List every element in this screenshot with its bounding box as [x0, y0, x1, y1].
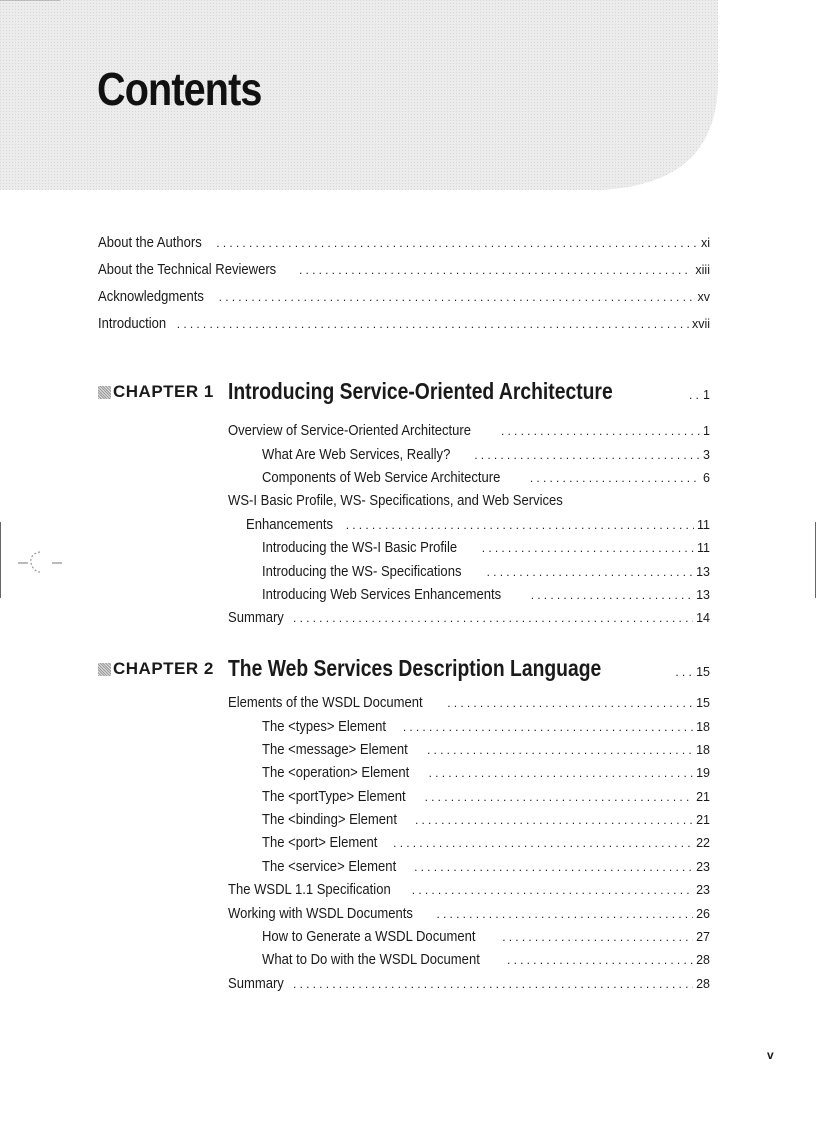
dot-leader	[436, 905, 693, 923]
toc-entry-page: 28	[696, 977, 710, 991]
chapter-page: 15	[696, 665, 710, 679]
toc-entry-title: Summary	[228, 976, 284, 992]
toc-entry-page: xv	[697, 290, 710, 304]
toc-entry[interactable]	[228, 492, 710, 510]
toc-entry-page: 27	[696, 930, 710, 944]
chapter-label-text: CHAPTER 2	[113, 659, 214, 678]
toc-entry-page: 13	[696, 588, 710, 602]
page-title: Contents	[97, 63, 262, 115]
toc-entry-page: 6	[703, 471, 710, 485]
toc-entry-page: xi	[700, 236, 710, 250]
toc-entry-page: 3	[703, 448, 710, 462]
toc-entry-title: The <service> Element	[262, 859, 397, 875]
toc-entry[interactable]	[98, 315, 710, 333]
chapter-marker-icon	[98, 663, 111, 676]
toc-entry-page: 21	[696, 813, 710, 827]
dot-leader	[414, 858, 693, 876]
toc-entry[interactable]	[262, 951, 710, 969]
top-rule	[0, 0, 60, 1]
toc-entry-page: xvii	[691, 317, 710, 331]
dot-leader	[507, 951, 693, 969]
toc-entry-title: About the Technical Reviewers	[98, 262, 277, 278]
dot-leader	[487, 563, 693, 581]
toc-entry-page: 15	[696, 696, 710, 710]
chapter-label	[98, 659, 214, 679]
dot-leader	[427, 741, 693, 759]
toc-entry-title: The <port> Element	[262, 835, 378, 851]
dot-leader	[393, 834, 693, 852]
toc-entry-page: 22	[696, 836, 710, 850]
chapter-title: The Web Services Description Language	[228, 655, 602, 681]
toc-entry[interactable]	[246, 516, 710, 534]
registration-mark-icon	[18, 548, 62, 578]
chapter-title-entry[interactable]	[228, 655, 710, 681]
toc-entry[interactable]	[262, 586, 710, 604]
toc-entry[interactable]	[262, 469, 710, 487]
toc-entry-page: 23	[696, 860, 710, 874]
dot-leader	[293, 975, 693, 993]
toc-entry-page: 19	[696, 766, 710, 780]
toc-entry-title: Enhancements	[246, 517, 334, 533]
dot-leader	[502, 928, 693, 946]
dot-leader	[425, 788, 694, 806]
toc-entry-title: What Are Web Services, Really?	[262, 447, 451, 463]
toc-entry-title: Summary	[228, 610, 284, 626]
toc-entry-title: The <message> Element	[262, 742, 408, 758]
chapter-marker-icon	[98, 386, 111, 399]
chapter-page: 1	[703, 388, 710, 402]
toc-entry-title: Introducing the WS- Specifications	[262, 564, 462, 580]
toc-entry[interactable]	[262, 718, 710, 736]
dot-leader	[675, 665, 693, 679]
toc-entry[interactable]	[262, 563, 710, 581]
toc-entry-page: 1	[703, 424, 710, 438]
page-number: v	[767, 1048, 774, 1062]
dot-leader	[689, 388, 700, 402]
dot-leader	[177, 315, 689, 333]
toc-entry[interactable]	[98, 288, 710, 306]
dot-leader	[530, 469, 700, 487]
toc-entry-page: 18	[696, 720, 710, 734]
toc-entry[interactable]	[262, 788, 710, 806]
toc-entry-title: Elements of the WSDL Document	[228, 695, 423, 711]
toc-entry[interactable]	[262, 764, 710, 782]
dot-leader	[531, 586, 693, 604]
toc-entry[interactable]	[262, 741, 710, 759]
toc-entry-page: 21	[696, 790, 710, 804]
toc-entry[interactable]	[228, 422, 710, 440]
toc-entry-title: What to Do with the WSDL Document	[262, 952, 480, 968]
toc-entry[interactable]	[262, 928, 710, 946]
chapter-label	[98, 382, 214, 402]
toc-entry[interactable]	[262, 539, 710, 557]
toc-entry-title: Components of Web Service Architecture	[262, 470, 501, 486]
toc-entry-title: The <binding> Element	[262, 812, 397, 828]
toc-entry-page: 23	[696, 883, 710, 897]
trim-line-left	[0, 522, 1, 598]
toc-entry[interactable]	[262, 811, 710, 829]
toc-entry[interactable]	[228, 905, 710, 923]
toc-entry-page: 18	[696, 743, 710, 757]
toc-entry-title: Overview of Service-Oriented Architecture	[228, 423, 471, 439]
toc-entry[interactable]	[262, 834, 710, 852]
chapter-label-text: CHAPTER 1	[113, 382, 214, 401]
toc-entry-title: The <types> Element	[262, 719, 387, 735]
dot-leader	[346, 516, 694, 534]
toc-entry[interactable]	[228, 881, 710, 899]
toc-entry-page: 13	[696, 565, 710, 579]
toc-entry-title: About the Authors	[98, 235, 202, 251]
dot-leader	[219, 288, 695, 306]
dot-leader	[293, 609, 693, 627]
toc-entry[interactable]	[228, 975, 710, 993]
toc-entry-title: Introducing Web Services Enhancements	[262, 587, 502, 603]
toc-entry-title: The <portType> Element	[262, 789, 406, 805]
toc-entry-title: How to Generate a WSDL Document	[262, 929, 476, 945]
toc-entry[interactable]	[262, 858, 710, 876]
dot-leader	[403, 718, 693, 736]
toc-entry-page: 11	[697, 518, 710, 532]
dot-leader	[216, 234, 698, 252]
toc-entry[interactable]	[98, 234, 710, 252]
chapter-title: Introducing Service-Oriented Architecture	[228, 378, 613, 404]
chapter-title-entry[interactable]	[228, 378, 710, 404]
toc-entry[interactable]	[228, 609, 710, 627]
toc-entry[interactable]	[98, 261, 710, 279]
dot-leader	[447, 694, 693, 712]
dot-leader	[482, 539, 694, 557]
toc-entry-page: 26	[696, 907, 710, 921]
toc-entry-title: The <operation> Element	[262, 765, 410, 781]
dot-leader	[429, 764, 693, 782]
dot-leader	[501, 422, 700, 440]
toc-entry[interactable]	[262, 446, 710, 464]
toc-entry-title: Acknowledgments	[98, 289, 204, 305]
toc-entry-page: 28	[696, 953, 710, 967]
toc-entry-title: WS-I Basic Profile, WS- Specifications, and Web Services	[228, 493, 563, 509]
toc-entry-page: 14	[696, 611, 710, 625]
toc-entry-title: The WSDL 1.1 Specification	[228, 882, 391, 898]
dot-leader	[412, 881, 693, 899]
toc-entry-page: xiii	[695, 263, 710, 277]
toc-entry-title: Introduction	[98, 316, 167, 332]
toc-entry-title: Working with WSDL Documents	[228, 906, 413, 922]
toc-entry[interactable]	[228, 694, 710, 712]
dot-leader	[415, 811, 693, 829]
dot-leader	[299, 261, 692, 279]
toc-entry-page: 11	[697, 541, 710, 555]
toc-entry-title: Introducing the WS-I Basic Profile	[262, 540, 458, 556]
dot-leader	[474, 446, 700, 464]
